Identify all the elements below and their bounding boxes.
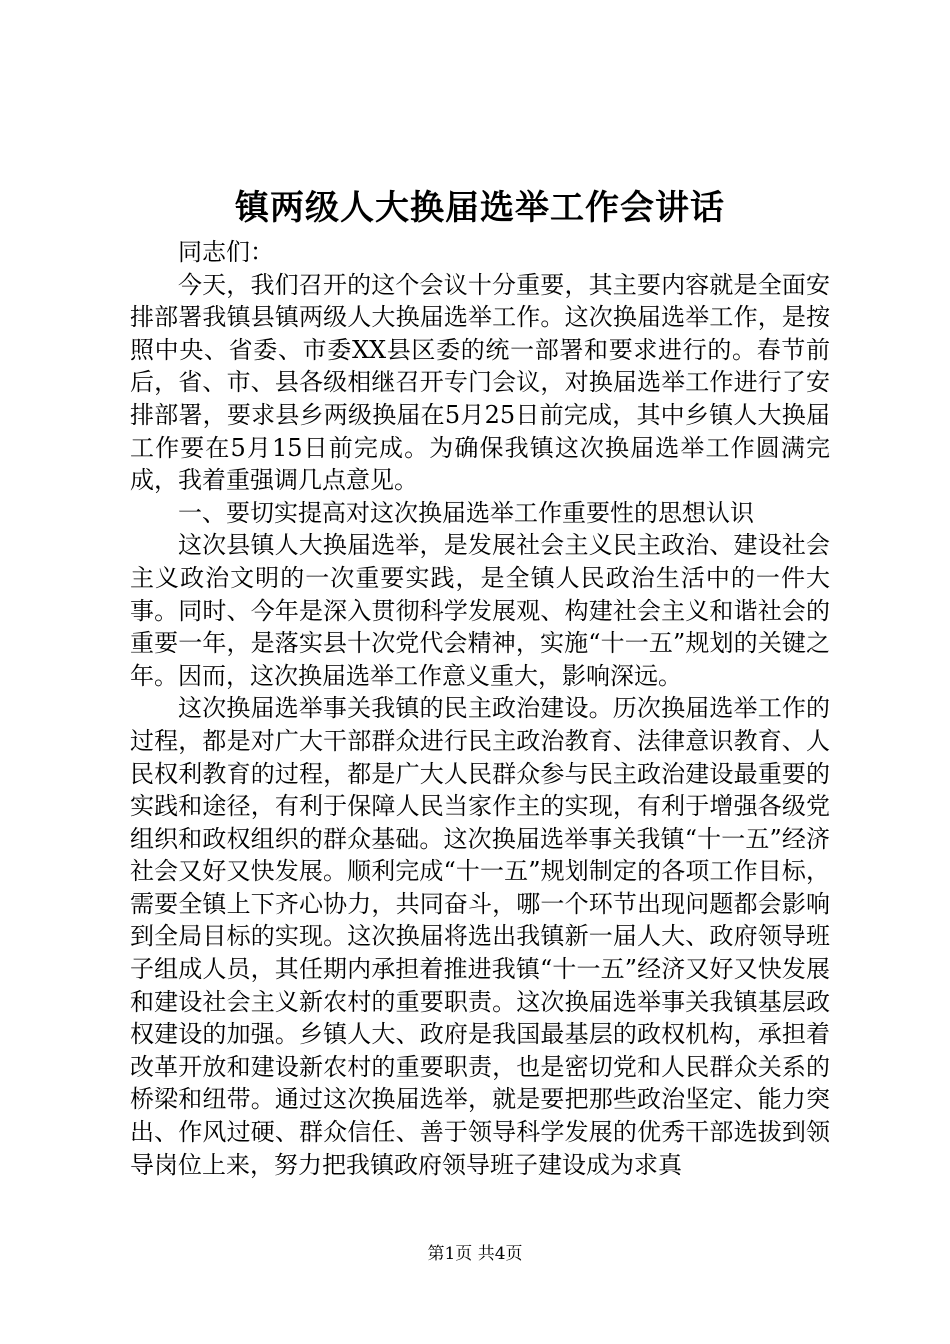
document-title: 镇两级人大换届选举工作会讲话	[235, 188, 725, 228]
paragraph-intro: 今天，我们召开的这个会议十分重要，其主要内容就是全面安排部署我镇县镇两级人大换届选举工作。这次换届选举工作，是按照中央、省委、市委XX县区委的统一部署和要求进行的。春节前后，省、市、县各级相继召开专门会议，对换届选举工作进行了安排部署，要求县乡两级换届在5月25日前完成，其中乡镇人大换届工作要在5月15日前完成。为确保我镇这次换届选举工作圆满完成，我着重强调几点意见。	[130, 270, 830, 495]
salutation: 同志们：	[178, 238, 274, 266]
paragraph-significance: 这次县镇人大换届选举，是发展社会主义民主政治、建设社会主义政治文明的一次重要实践，是全镇人民政治生活中的一件大事。同时、今年是深入贯彻科学发展观、构建社会主义和谐社会的重要一年，是落实县十次党代会精神，实施“十一五”规划的关键之年。因而，这次换届选举工作意义重大，影响深远。	[130, 531, 830, 690]
section-heading-1: 一、要切实提高对这次换届选举工作重要性的思想认识	[178, 498, 754, 527]
document-page	[130, 180, 830, 1181]
paragraph-democracy: 这次换届选举事关我镇的民主政治建设。历次换届选举工作的过程，都是对广大干部群众进行民主政治教育、法律意识教育、人民权利教育的过程，都是广大人民群众参与民主政治建设最重要的实践和途径，有利于保障人民当家作主的实现，有利于增强各级党组织和政权组织的群众基础。这次换届选举事关我镇“十一五”经济社会又好又快发展。顺利完成“十一五”规划制定的各项工作目标，需要全镇上下齐心协力，共同奋斗，哪一个环节出现问题都会影响到全局目标的实现。这次换届将选出我镇新一届人大、政府领导班子组成人员，其任期内承担着推进我镇“十一五”经济又好又快发展和建设社会主义新农村的重要职责。这次换届选举事关我镇基层政权建设的加强。乡镇人大、政府是我国最基层的政权机构，承担着改革开放和建设新农村的重要职责，也是密切党和人民群众关系的桥梁和纽带。通过这次换届选举，就是要把那些政治坚定、能力突出、作风过硬、群众信任、善于领导科学发展的优秀干部选拔到领导岗位上来，努力把我镇政府领导班子建设成为求真	[130, 694, 830, 1179]
page-footer: 第1页 共4页	[427, 1244, 523, 1264]
